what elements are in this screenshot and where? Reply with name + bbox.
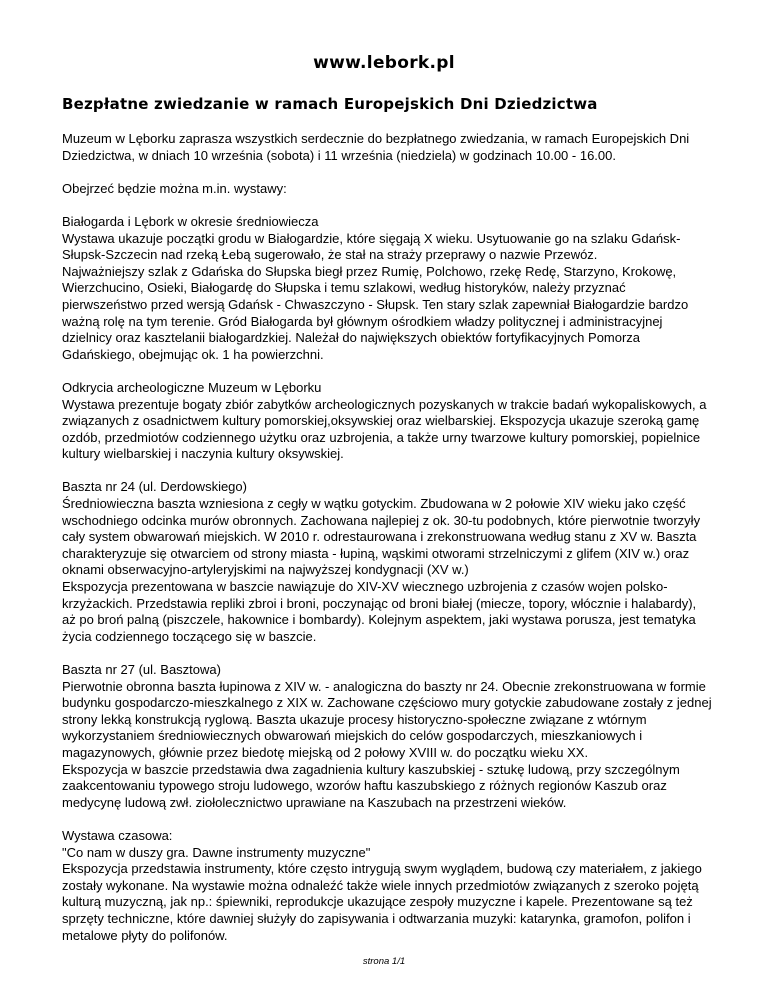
section-heading: Odkrycia archeologiczne Muzeum w Lęborku [62, 379, 322, 395]
section-text: Ekspozycja przedstawia instrumenty, które często intrygują swym wyglądem, budową czy materiałem, z jakiego zostały wykonane. Na wystawie można odnaleźć także wiele innych przedmiotów związanych z szeroko pojętą kulturą muzyczną, jak np.: śpiewniki, reprodukcje ukazujące zespoły muzyczne i kapele. Prezentowane są też sprzęty techniczne, które dawniej służyły do zapisywania i odtwarzania muzyki: katarynka, gramofon, polifon i metalowe płyty do polifonów. [62, 861, 702, 943]
section-heading: Wystawa czasowa: [62, 827, 173, 843]
section-bialogarda [62, 214, 712, 363]
site-title: www.lebork.pl [313, 53, 455, 73]
exhibitions-intro: Obejrzeć będzie można m.in. wystawy: [62, 180, 287, 196]
section-baszta-27 [62, 662, 712, 811]
section-text: Ekspozycja w baszcie przedstawia dwa zagadnienia kultury kaszubskiej - sztukę ludową, przy szczególnym zaakcentowaniu typowego stroju ludowego, wzorów haftu kaszubskiego z różnych regionów Kaszub oraz medycynę ludową zwł. ziołolecznictwo uprawiane na Kaszubach na przestrzeni wieków. [62, 761, 680, 810]
intro-paragraph: Muzeum w Lęborku zaprasza wszystkich serdecznie do bezpłatnego zwiedzania, w ramach Europejskich Dni Dziedzictwa, w dniach 10 września (sobota) i 11 września (niedziela) w godzinach 10.00 - 16.00. [62, 131, 690, 163]
section-archeologia [62, 380, 712, 463]
section-text: Średniowieczna baszta wzniesiona z cegły w wątku gotyckim. Zbudowana w 2 połowie XIV wieku jako część wschodniego odcinka murów obronnych. Zachowana najlepiej z ok. 30-tu podobnych, które pierwotnie tworzyły cały system obwarowań miejskich. W 2010 r. odrestaurowana i zrekonstruowana według stanu z XV w. Baszta charakteryzuje się otwarciem od strony miasta - łupiną, wąskimi otworami strzelniczymi z glifem (XIV w.) oraz oknami obserwacyjno-artyleryjskimi na najwyższej kondygnacji (XV w.) [62, 496, 701, 578]
section-text: Najważniejszy szlak z Gdańska do Słupska biegł przez Rumię, Polchowo, rzekę Redę, Starzyno, Krokowę, Wierzchucino, Osieki, Białogardę do Słupska i temu szlakowi, według historyków, należy przyznać pierwszeństwo przed wersją Gdańsk - Chwaszczyno - Słupsk. Ten stary szlak zapewniał Białogardzie bardzo ważną rolę na tym terenie. Gród Białogarda był głównym ośrodkiem władzy politycznej i administracyjnej dzielnicy oraz kasztelanii białogardzkiej. Należał do największych obiektów fortyfikacyjnych Pomorza Gdańskiego, obejmując ok. 1 ha powierzchni. [62, 263, 689, 362]
section-text: Wystawa ukazuje początki grodu w Białogardzie, które sięgają X wieku. Usytuowanie go na szlaku Gdańsk-Słupsk-Szczecin nad rzeką Łebą sugerowało, że stał na straży przeprawy o nazwie Przewóz. [62, 230, 681, 263]
section-heading: Białogarda i Lębork w okresie średniowiecza [62, 213, 319, 229]
article-title: Bezpłatne zwiedzanie w ramach Europejskich Dni Dziedzictwa [62, 95, 598, 113]
section-text: Wystawa prezentuje bogaty zbiór zabytków archeologicznych pozyskanych w trakcie badań wykopaliskowych, a związanych z osadnictwem kultury pomorskiej,oksywskiej oraz wielbarskiej. Ekspozycja ukazuje szeroką gamę ozdób, przedmiotów codziennego użytku oraz uzbrojenia, a także urny twarzowe kultury pomorskiej, popielnice kultury wielbarskiej i naczynia kultury oksywskiej. [62, 396, 707, 462]
section-heading: Baszta nr 27 (ul. Basztowa) [62, 662, 221, 677]
section-text: Pierwotnie obronna baszta łupinowa z XIV w. - analogiczna do baszty nr 24. Obecnie zrekonstruowana w formie budynku gospodarczo-mieszkalnego z XIX w. Zachowane częściowo mury gotyckie zabudowane zostały z jednej strony lekką konstrukcją ryglową. Baszta ukazuje procesy historyczno-społeczne związane z wtórnym wykorzystaniem średniowiecznych obwarowań miejskich do celów gospodarczych, mieszkaniowych i magazynowych, głównie przez biedotę miejską od 2 połowy XVIII w. do początku wieku XX. [62, 678, 712, 760]
article-body [62, 131, 712, 944]
section-wystawa-czasowa [62, 828, 712, 944]
section-text: Ekspozycja prezentowana w baszcie nawiązuje do XIV-XV wiecznego uzbrojenia z czasów wojen polsko-krzyżackich. Przedstawia repliki zbroi i broni, poczynając od broni białej (miecze, topory, włócznie i halabardy), aż po broń palną (piszczele, hakownice i bombardy). Kolejnym aspektem, jaki wystawa porusza, jest tematyka życia codziennego toczącego się w baszcie. [62, 579, 697, 644]
section-heading: Baszta nr 24 (ul. Derdowskiego) [62, 479, 247, 495]
section-text: "Co nam w duszy gra. Dawne instrumenty muzyczne" [62, 844, 371, 860]
page-number: strona 1/1 [362, 956, 406, 967]
document-page [62, 0, 712, 961]
section-baszta-24 [62, 479, 712, 645]
